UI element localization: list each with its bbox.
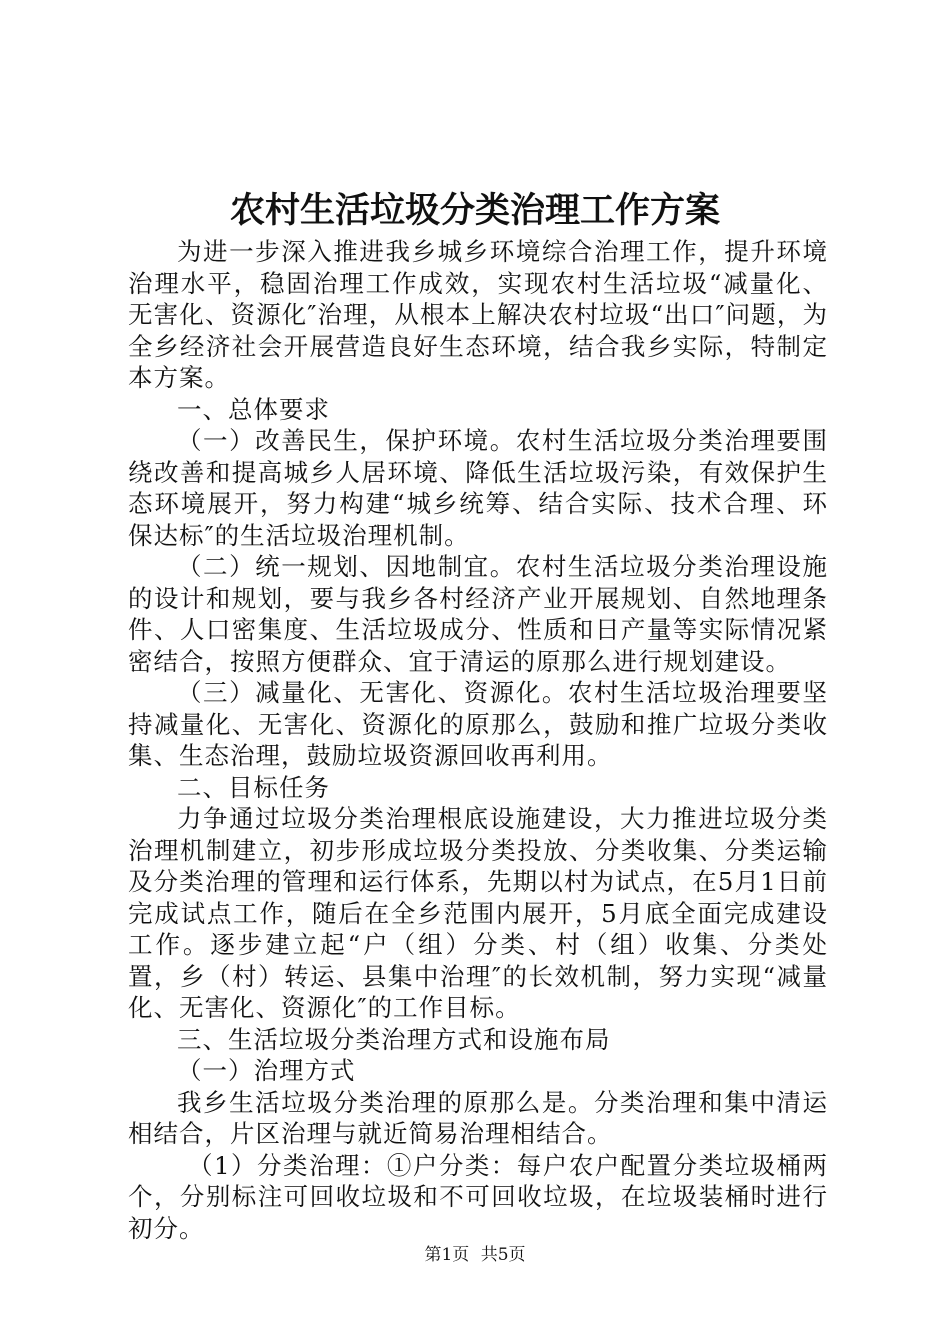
subsection-heading-methods: （一）治理方式 — [177, 1056, 356, 1085]
section-heading-general-requirements: 一、总体要求 — [177, 394, 330, 424]
page-total: 共5页 — [480, 1245, 526, 1265]
goals-paragraph: 力争通过垃圾分类治理根底设施建设，大力推进垃圾分类治理机制建立，初步形成垃圾分类投放、分类收集、分类运输及分类治理的管理和运行体系，先期以村为试点，在5月1日前完成试点工作，随后在全乡范围内展开，5月底全面完成建设工作。逐步建立起“户（组）分类、村（组）收集、分类处置，乡（村）转运、县集中治理″的长效机制，努力实现“减量化、无害化、资源化″的工作目标。 — [128, 804, 828, 1022]
requirement-item-2: （二）统一规划、因地制宜。农村生活垃圾分类治理设施的设计和规划，要与我乡各村经济产业开展规划、自然地理条件、人口密集度、生活垃圾成分、性质和日产量等实际情况紧密结合，按照方便群众、宜于清运的原那么进行规划建设。 — [128, 552, 828, 676]
page-number: 第1页 — [424, 1245, 470, 1265]
requirement-item-3: （三）减量化、无害化、资源化。农村生活垃圾治理要坚持减量化、无害化、资源化的原那么，鼓励和推广垃圾分类收集、生态治理，鼓励垃圾资源回收再利用。 — [128, 678, 828, 770]
document-body — [128, 236, 828, 1244]
page-footer — [0, 1243, 950, 1267]
section-heading-methods: 三、生活垃圾分类治理方式和设施布局 — [177, 1024, 611, 1054]
section-heading-goals: 二、目标任务 — [177, 772, 330, 802]
methods-principle-paragraph: 我乡生活垃圾分类治理的原那么是。分类治理和集中清运相结合，片区治理与就近简易治理相结合。 — [128, 1087, 828, 1148]
requirement-item-1: （一）改善民生，保护环境。农村生活垃圾分类治理要围绕改善和提高城乡人居环境、降低生活垃圾污染，有效保护生态环境展开，努力构建“城乡统筹、结合实际、技术合理、环保达标″的生活垃圾治理机制。 — [128, 426, 828, 550]
intro-paragraph: 为进一步深入推进我乡城乡环境综合治理工作，提升环境治理水平，稳固治理工作成效，实现农村生活垃圾“减量化、无害化、资源化″治理，从根本上解决农村垃圾“出口″问题，为全乡经济社会开展营造良好生态环境，结合我乡实际，特制定本方案。 — [128, 237, 828, 392]
classification-paragraph: （1）分类治理：①户分类：每户农户配置分类垃圾桶两个，分别标注可回收垃圾和不可回收垃圾，在垃圾装桶时进行初分。 — [128, 1150, 828, 1243]
document-title: 农村生活垃圾分类治理工作方案 — [229, 190, 720, 231]
